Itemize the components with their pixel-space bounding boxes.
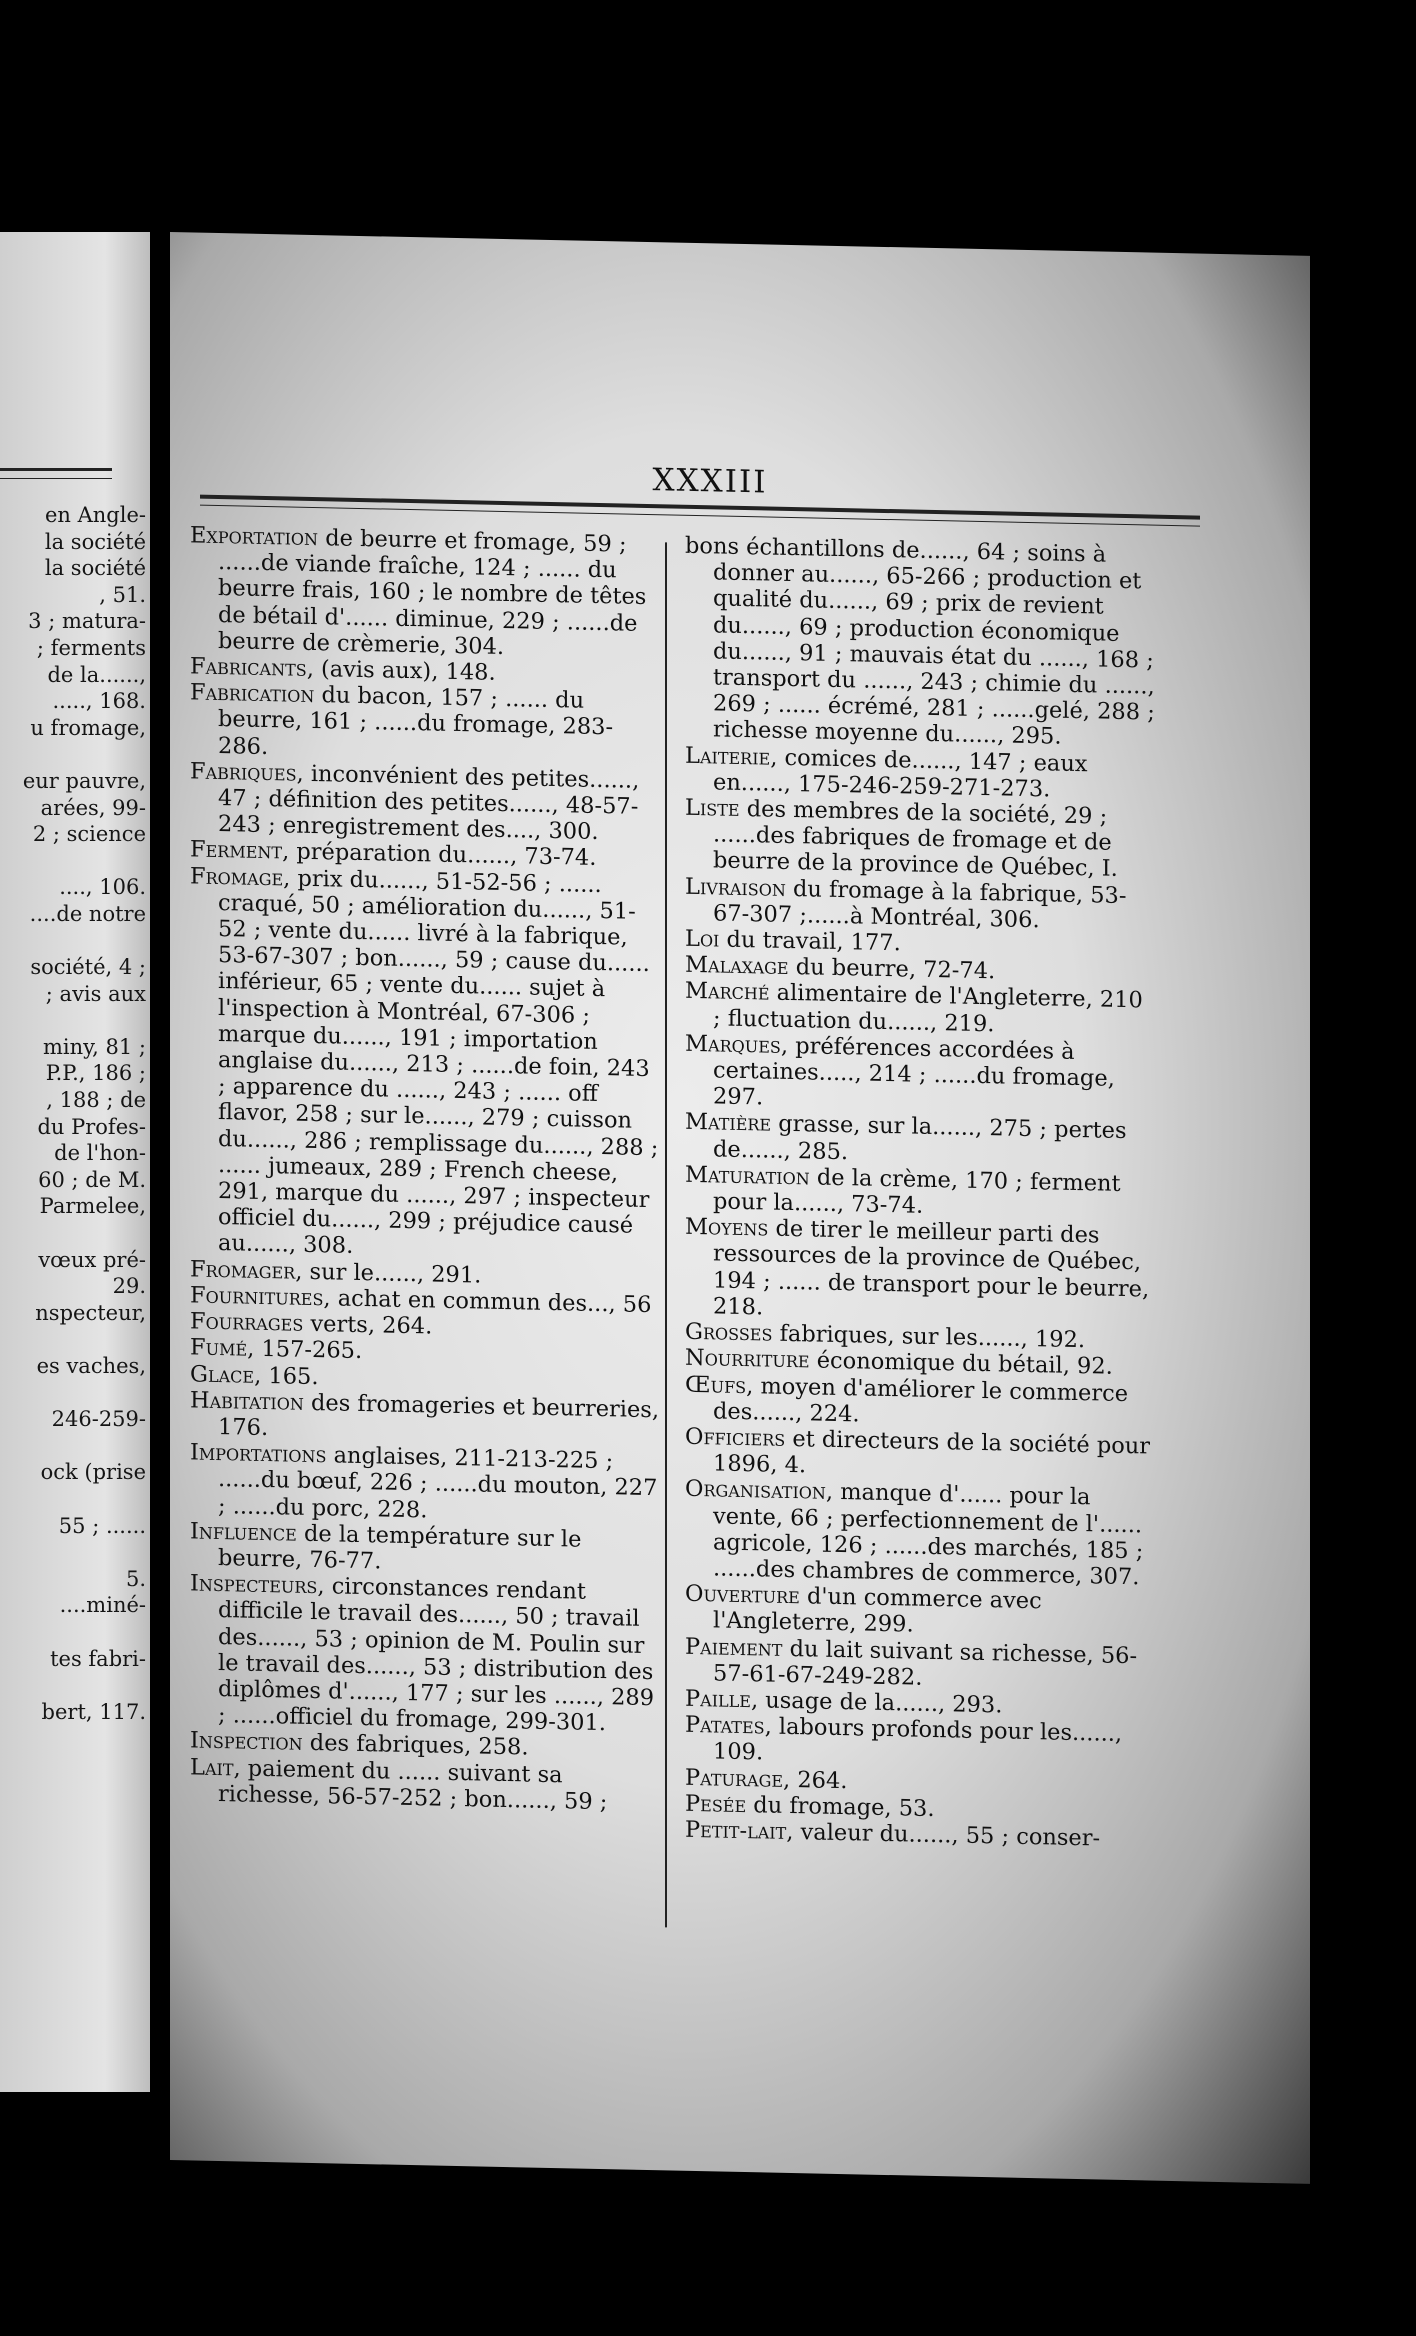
left-page-line: du Profes- bbox=[37, 1114, 146, 1139]
index-entry-heading: Glace, bbox=[190, 1360, 262, 1389]
left-page-line: ....miné- bbox=[59, 1593, 146, 1618]
left-page-line: arées, 99- bbox=[40, 795, 146, 820]
left-page-line: , 188 ; de bbox=[46, 1088, 146, 1113]
index-entry-heading: Fournitures, bbox=[190, 1282, 331, 1312]
column-divider bbox=[665, 542, 667, 1927]
index-entry bbox=[685, 533, 1155, 752]
left-page-line: ...., 106. bbox=[59, 875, 146, 900]
left-page-line: la société bbox=[44, 556, 146, 581]
index-entry-heading: Liste bbox=[685, 794, 740, 822]
left-page-line bbox=[6, 1672, 146, 1699]
left-page-line: u fromage, bbox=[30, 715, 146, 740]
index-entry-heading: Marché bbox=[685, 978, 770, 1007]
index-entry-text: comices de......, 147 ; eaux en......, 175-246-259-271-273. bbox=[713, 744, 1088, 803]
page-number: XXXIII bbox=[652, 462, 768, 501]
left-header-rule-thin bbox=[0, 478, 112, 479]
index-page bbox=[170, 232, 1310, 2184]
index-entry-heading: Officiers bbox=[685, 1423, 786, 1452]
left-page-line: ; avis aux bbox=[45, 981, 146, 1006]
index-entry-heading: Grosses bbox=[685, 1318, 773, 1347]
left-page-line: 5. bbox=[125, 1566, 146, 1591]
index-entry bbox=[685, 1214, 1155, 1329]
index-entry-heading: Malaxage bbox=[685, 952, 789, 981]
index-entry-text: du travail, 177. bbox=[719, 926, 901, 957]
index-entry-heading: Petit-lait, bbox=[685, 1816, 794, 1846]
index-entry-text: grasse, sur la......, 275 ; pertes de......, 285. bbox=[713, 1111, 1127, 1165]
index-entry-text: sur le......, 291. bbox=[302, 1258, 482, 1289]
left-page-line bbox=[6, 1326, 146, 1353]
left-page-line: vœux pré- bbox=[38, 1247, 146, 1272]
left-page-line bbox=[6, 928, 146, 955]
index-entry-heading: Exportation bbox=[190, 522, 319, 552]
left-page-line: ....de notre bbox=[29, 901, 146, 926]
index-entry-heading: Œufs, bbox=[685, 1371, 754, 1399]
left-page-line: ; ferments bbox=[36, 635, 146, 660]
index-entry-text: prix du......, 51-52-56 ; ...... craqué, 50 ; amélioration du......, 51-52 ; vente du...... livré à la fabrique, 53-67-307 ; bon......, 59 ; cause du...... inférieur, 65 ; vente du...... sujet à l'inspection à Montréal, 67-306 ; marque du......, 191 ; importation anglaise du......, 213 ; ......de foin, 243 ; apparence du ......, 243 ; ...... off flavor, 258 ; sur le......, 279 ; cuisson du......, 286 ; remplissage du......, 288 ; ...... jumeaux, 289 ; French cheese, 291, marque du ......, 297 ; inspecteur officiel du......, 299 ; préjudice causé au......, 308. bbox=[218, 865, 659, 1260]
index-entry-text: du lait suivant sa richesse, 56-57-61-67-249-282. bbox=[713, 1635, 1138, 1691]
index-entry-heading: Fromager, bbox=[190, 1256, 303, 1285]
index-entry-text: fabriques, sur les......, 192. bbox=[772, 1320, 1086, 1354]
index-entry bbox=[190, 680, 660, 768]
left-page-line: tes fabri- bbox=[50, 1646, 146, 1671]
left-header-rule bbox=[0, 468, 112, 471]
index-entry-text: moyen d'améliorer le commerce des......, 224. bbox=[713, 1372, 1129, 1428]
index-entry-text: manque d'...... pour la vente, 66 ; perfectionnement de l'...... agricole, 126 ; ......des marchés, 185 ; ......des chambres de commerce, 307. bbox=[713, 1479, 1144, 1591]
left-page-line: la société bbox=[44, 529, 146, 554]
index-entry bbox=[190, 1754, 660, 1816]
index-entry-text: circonstances rendant difficile le travail des......, 50 ; travail des......, 53 ; opinion de M. Poulin sur le travail des......, 53 ; distribution des diplômes d'......, 177 ; sur les ......, 289 ; ......officiel du fromage, 299-301. bbox=[218, 1573, 655, 1737]
index-entry-text: anglaises, 211-213-225 ; ......du bœuf, 226 ; ......du mouton, 227 ; ......du porc, 228. bbox=[218, 1442, 658, 1523]
index-entry-text: usage de la......, 293. bbox=[758, 1687, 1003, 1719]
index-entry-text: paiement du ...... suivant sa richesse, 56-57-252 ; bon......, 59 ; bbox=[218, 1755, 608, 1815]
index-entry-heading: Fabriques, bbox=[190, 758, 304, 787]
left-page-line: eur pauvre, bbox=[22, 768, 146, 793]
left-page-line bbox=[6, 1486, 146, 1513]
left-page-line: P.P., 186 ; bbox=[45, 1061, 146, 1086]
left-page-line: miny, 81 ; bbox=[42, 1034, 146, 1059]
index-entry-text: de la crème, 170 ; ferment pour la......, 73-74. bbox=[713, 1164, 1121, 1219]
index-entry-text: du fromage, 53. bbox=[746, 1791, 935, 1822]
index-entry-text: préférences accordées à certaines....., 214 ; ......du fromage, 297. bbox=[713, 1032, 1115, 1111]
index-entry bbox=[190, 1571, 660, 1738]
index-entry-text: 157-265. bbox=[254, 1336, 363, 1365]
index-entry-heading: Lait, bbox=[190, 1753, 241, 1782]
index-entry-heading: Fabrication bbox=[190, 679, 315, 709]
left-page-line: nspecteur, bbox=[35, 1300, 146, 1325]
left-page-line: de l'hon- bbox=[54, 1141, 146, 1166]
index-entry-heading: Livraison bbox=[685, 873, 786, 902]
index-entry bbox=[190, 522, 660, 663]
index-entry-text: des membres de la société, 29 ; ......des fabriques de fromage et de beurre de la province de Québec, I. bbox=[713, 795, 1118, 883]
index-entry-text: 165. bbox=[261, 1362, 319, 1390]
index-entry-text: et directeurs de la société pour 1896, 4. bbox=[713, 1425, 1151, 1479]
left-page-line bbox=[6, 741, 146, 768]
index-entry bbox=[190, 1440, 660, 1528]
index-entry-heading: Patates, bbox=[685, 1711, 772, 1740]
index-entry-text: bons échantillons de......, 64 ; soins à donner au......, 65-266 ; production et qualité du......, 69 ; prix de revient du......, 69 ; production économique du......, 91 ; mauvais état du ......, 168 ; transport du ......, 243 ; chimie du ......, 269 ; ...... écrémé, 281 ; ......gelé, 288 ; richesse moyenne du......, 295. bbox=[685, 532, 1155, 751]
index-entry-heading: Matière bbox=[685, 1109, 772, 1138]
left-page-line: de la......, bbox=[47, 662, 146, 687]
index-entry-heading: Organisation, bbox=[685, 1476, 834, 1506]
index-entry-text: économique du bétail, 92. bbox=[809, 1347, 1113, 1381]
index-entry bbox=[685, 1476, 1155, 1591]
index-entry-heading: Nourriture bbox=[685, 1345, 810, 1374]
index-entry-heading: Influence bbox=[190, 1518, 297, 1547]
left-page-line bbox=[6, 848, 146, 875]
index-entry-heading: Moyens bbox=[685, 1214, 769, 1242]
left-page-fragment bbox=[0, 232, 150, 2092]
left-page-line: ....., 168. bbox=[52, 689, 146, 714]
left-page-line: Parmelee, bbox=[39, 1194, 146, 1219]
left-page-line bbox=[6, 1220, 146, 1247]
index-entry-heading: Ouverture bbox=[685, 1580, 800, 1610]
index-entry-heading: Importations bbox=[190, 1439, 327, 1469]
index-entry-heading: Fromage, bbox=[190, 863, 291, 892]
left-page-lines bbox=[6, 502, 146, 1725]
left-page-line bbox=[6, 1539, 146, 1566]
index-entry-heading: Paturage, bbox=[685, 1764, 791, 1793]
index-entry-text: labours profonds pour les......, 109. bbox=[713, 1713, 1123, 1766]
index-entry-heading: Maturation bbox=[685, 1161, 810, 1191]
left-page-line: es vaches, bbox=[36, 1354, 146, 1378]
left-page-line: 2 ; science bbox=[32, 822, 146, 847]
index-entry-text: achat en commun des..., 56 bbox=[330, 1285, 652, 1318]
index-entry-heading: Ferment, bbox=[190, 836, 290, 865]
index-entry-text: (avis aux), 148. bbox=[313, 656, 496, 686]
index-entry-text: préparation du......, 73-74. bbox=[289, 838, 597, 872]
left-page-line bbox=[6, 1380, 146, 1407]
index-entry-text: valeur du......, 55 ; conser- bbox=[793, 1819, 1101, 1852]
left-page-line: bert, 117. bbox=[41, 1699, 146, 1724]
index-entry-heading: Habitation bbox=[190, 1387, 304, 1416]
index-entry-heading: Fumé, bbox=[190, 1334, 255, 1363]
index-entry-heading: Fourrages bbox=[190, 1308, 304, 1337]
index-entry-text: du bacon, 157 ; ...... du beurre, 161 ; ......du fromage, 283-286. bbox=[218, 682, 614, 760]
left-page-line: 29. bbox=[112, 1274, 146, 1299]
index-column-left bbox=[190, 522, 660, 1816]
left-page-line bbox=[6, 1619, 146, 1646]
index-entry bbox=[685, 795, 1155, 883]
index-entry-heading: Inspecteurs, bbox=[190, 1570, 325, 1600]
index-entry-text: alimentaire de l'Angleterre, 210 ; fluctuation du......, 219. bbox=[713, 980, 1143, 1037]
index-entry-text: 264. bbox=[790, 1766, 848, 1794]
index-entry-text: des fromageries et beurreries, 176. bbox=[218, 1389, 659, 1441]
index-entry-heading: Paille, bbox=[685, 1685, 759, 1714]
index-entry-text: du beurre, 72-74. bbox=[788, 954, 996, 985]
index-entry-heading: Loi bbox=[685, 925, 720, 953]
index-entry-heading: Marques, bbox=[685, 1030, 789, 1059]
index-entry bbox=[685, 1031, 1155, 1119]
index-entry bbox=[190, 758, 660, 846]
index-entry-text: du fromage à la fabrique, 53-67-307 ;......à Montréal, 306. bbox=[713, 875, 1127, 934]
index-entry-text: de tirer le meilleur parti des ressources de la province de Québec, 194 ; ...... de transport pour le beurre, 218. bbox=[713, 1215, 1150, 1321]
left-page-line: ock (prise bbox=[40, 1460, 146, 1485]
left-page-line: 246-259- bbox=[51, 1407, 146, 1432]
index-entry-text: de la température sur le beurre, 76-77. bbox=[218, 1520, 582, 1575]
index-column-right bbox=[685, 533, 1155, 1853]
index-entry-heading: Laiterie, bbox=[685, 742, 778, 771]
left-page-line: 55 ; ...... bbox=[58, 1513, 146, 1538]
index-entry-text: d'un commerce avec l'Angleterre, 299. bbox=[713, 1583, 1042, 1638]
left-page-line: en Angle- bbox=[44, 503, 146, 527]
left-page-line: société, 4 ; bbox=[30, 955, 146, 980]
index-entry-heading: Fabricants, bbox=[190, 653, 314, 683]
index-entry-heading: Inspection bbox=[190, 1727, 303, 1757]
index-entry-text: verts, 264. bbox=[303, 1310, 433, 1340]
index-entry bbox=[190, 863, 660, 1266]
left-page-line bbox=[6, 1433, 146, 1460]
index-entry-text: des fabriques, 258. bbox=[302, 1730, 529, 1761]
left-page-line: , 51. bbox=[99, 582, 146, 607]
index-entry-heading: Pesée bbox=[685, 1790, 747, 1818]
left-page-line: 3 ; matura- bbox=[28, 609, 146, 634]
left-page-line bbox=[6, 1007, 146, 1034]
index-entry-text: de beurre et fromage, 59 ; ......de viande fraîche, 124 ; ...... du beurre frais, 160 ; le nombre de têtes de bétail d'...... diminue, 229 ; ......de beurre de crèmerie, 304. bbox=[218, 525, 647, 660]
index-entry-heading: Paiement bbox=[685, 1633, 783, 1662]
index-entry-text: inconvénient des petites......, 47 ; définition des petites......, 48-57-243 ; enregistrement des...., 300. bbox=[218, 760, 640, 846]
left-page-line: 60 ; de M. bbox=[38, 1167, 146, 1192]
